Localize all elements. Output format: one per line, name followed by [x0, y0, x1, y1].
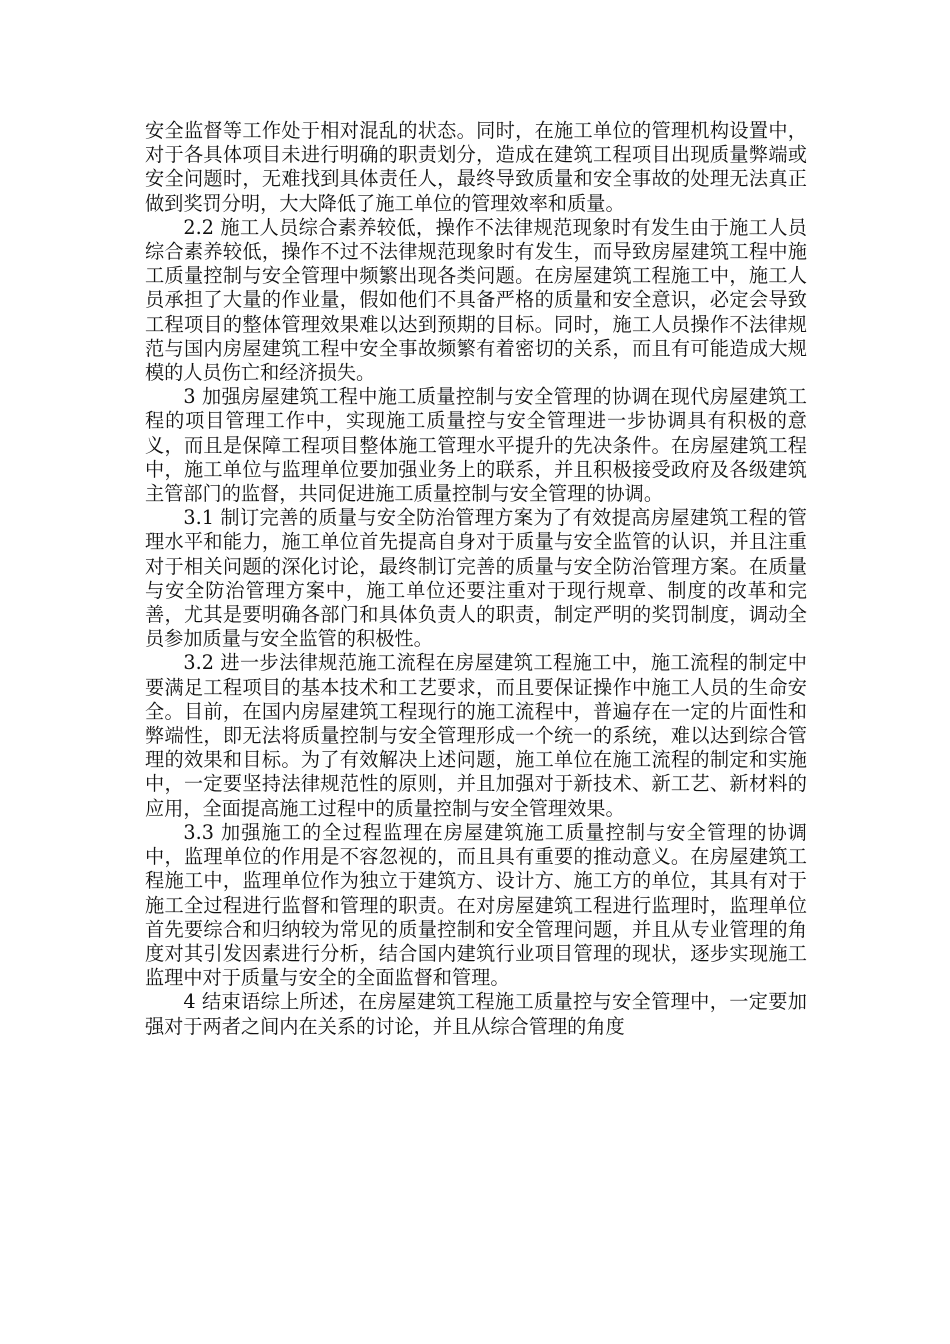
paragraph-section-2-2: 2.2 施工人员综合素养较低，操作不法律规范现象时有发生由于施工人员综合素养较低，操作不过不法律规范现象时有发生，而导致房屋建筑工程中施工质量控制与安全管理中频繁出现各类问题。在房屋建筑工程施工中，施工人员承担了大量的作业量，假如他们不具备严格的质量和安全意识，必定会导致工程项目的整体管理效果难以达到预期的目标。同时，施工人员操作不法律规范与国内房屋建筑工程中安全事故频繁有着密切的关系，而且有可能造成大规模的人员伤亡和经济损失。	[145, 215, 807, 385]
paragraph-section-3-2: 3.2 进一步法律规范施工流程在房屋建筑工程施工中，施工流程的制定中要满足工程项目的基本技术和工艺要求，而且要保证操作中施工人员的生命安全。目前，在国内房屋建筑工程现行的施工流程中，普遍存在一定的片面性和弊端性，即无法将质量控制与安全管理形成一个统一的系统，难以达到综合管理的效果和目标。为了有效解决上述问题，施工单位在施工流程的制定和实施中，一定要坚持法律规范性的原则，并且加强对于新技术、新工艺、新材料的应用，全面提高施工过程中的质量控制与安全管理效果。	[145, 651, 807, 820]
paragraph-section-3: 3 加强房屋建筑工程中施工质量控制与安全管理的协调在现代房屋建筑工程的项目管理工作中，实现施工质量控与安全管理进一步协调具有积极的意义，而且是保障工程项目整体施工管理水平提升的先决条件。在房屋建筑工程中，施工单位与监理单位要加强业务上的联系，并且积极接受政府及各级建筑主管部门的监督，共同促进施工质量控制与安全管理的协调。	[145, 385, 807, 506]
paragraph-section-4: 4 结束语综上所述，在房屋建筑工程施工质量控与安全管理中，一定要加强对于两者之间内在关系的讨论，并且从综合管理的角度	[145, 990, 807, 1038]
document-body	[145, 119, 807, 1039]
paragraph-section-3-3: 3.3 加强施工的全过程监理在房屋建筑施工质量控制与安全管理的协调中，监理单位的作用是不容忽视的，而且具有重要的推动意义。在房屋建筑工程施工中，监理单位作为独立于建筑方、设计方、施工方的单位，其具有对于施工全过程进行监督和管理的职责。在对房屋建筑工程进行监理时，监理单位首先要综合和归纳较为常见的质量控制和安全管理问题，并且从专业管理的角度对其引发因素进行分析，结合国内建筑行业项目管理的现状，逐步实现施工监理中对于质量与安全的全面监督和管理。	[145, 820, 807, 990]
paragraph-section-3-1: 3.1 制订完善的质量与安全防治管理方案为了有效提高房屋建筑工程的管理水平和能力，施工单位首先提高自身对于质量与安全监管的认识，并且注重对于相关问题的深化讨论，最终制订完善的质量与安全防治管理方案。在质量与安全防治管理方案中，施工单位还要注重对于现行规章、制度的改革和完善，尤其是要明确各部门和具体负责人的职责，制定严明的奖罚制度，调动全员参加质量与安全监管的积极性。	[145, 506, 807, 651]
paragraph-continuation: 安全监督等工作处于相对混乱的状态。同时，在施工单位的管理机构设置中，对于各具体项目未进行明确的职责划分，造成在建筑工程项目出现质量弊端或安全问题时，无难找到具体责任人，最终导致质量和安全事故的处理无法真正做到奖罚分明，大大降低了施工单位的管理效率和质量。	[145, 119, 807, 215]
